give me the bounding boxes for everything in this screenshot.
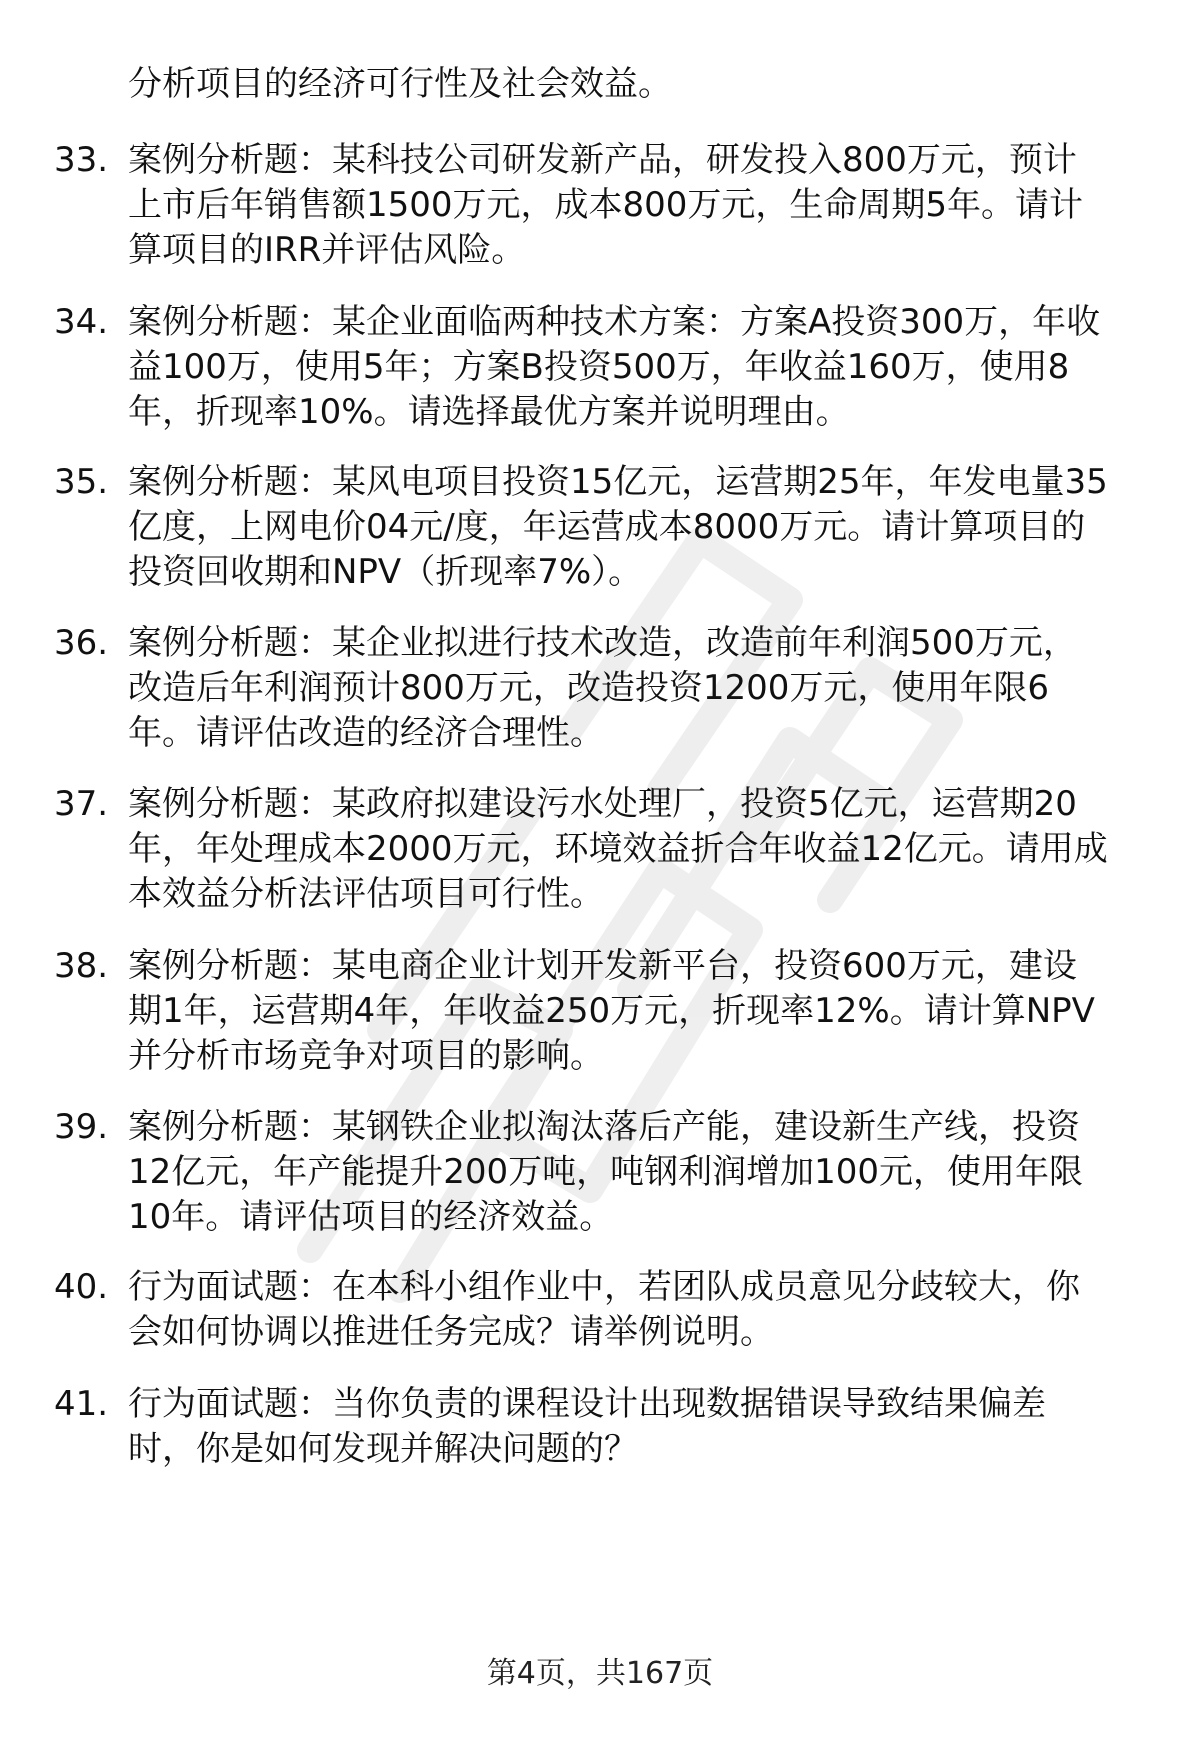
- question-text-line: 益100万，使用5年；方案B投资500万，年收益160万，使用8: [128, 347, 1070, 387]
- question-number: 33.: [54, 140, 109, 180]
- question-text-line: 案例分析题：某企业面临两种技术方案：方案A投资300万，年收: [128, 302, 1101, 342]
- page-footer: 第4页，共167页: [486, 1656, 714, 1691]
- question-number: 36.: [54, 623, 109, 663]
- question-number: 35.: [54, 462, 109, 502]
- question-text-line: 案例分析题：某钢铁企业拟淘汰落后产能，建设新生产线，投资: [128, 1107, 1080, 1147]
- question-text-line: 亿度，上网电价04元/度，年运营成本8000万元。请计算项目的: [128, 507, 1086, 547]
- question-text-line: 12亿元，年产能提升200万吨，吨钢利润增加100元，使用年限: [128, 1152, 1084, 1192]
- question-text-line: 年。请评估改造的经济合理性。: [128, 713, 604, 753]
- question-text-line: 10年。请评估项目的经济效益。: [128, 1197, 614, 1237]
- question-text-line: 年，年处理成本2000万元，环境效益折合年收益12亿元。请用成: [128, 829, 1108, 869]
- question-text-line: 案例分析题：某政府拟建设污水处理厂，投资5亿元，运营期20: [128, 784, 1077, 824]
- question-text-line: 期1年，运营期4年，年收益250万元，折现率12%。请计算NPV: [128, 991, 1095, 1031]
- question-text-line: 投资回收期和NPV（折现率7%）。: [128, 552, 643, 592]
- question-text-line: 算项目的IRR并评估风险。: [128, 230, 526, 270]
- question-text-line: 案例分析题：某风电项目投资15亿元，运营期25年，年发电量35: [128, 462, 1108, 502]
- question-text-line: 年，折现率10%。请选择最优方案并说明理由。: [128, 392, 850, 432]
- question-number: 40.: [54, 1267, 109, 1307]
- question-number: 39.: [54, 1107, 109, 1147]
- question-number: 41.: [54, 1384, 109, 1424]
- question-text-line: 行为面试题：在本科小组作业中，若团队成员意见分歧较大，你: [128, 1267, 1080, 1307]
- question-text-line: 上市后年销售额1500万元，成本800万元，生命周期5年。请计: [128, 185, 1084, 225]
- question-text-line: 本效益分析法评估项目可行性。: [128, 874, 604, 914]
- question-text-line: 改造后年利润预计800万元，改造投资1200万元，使用年限6: [128, 668, 1050, 708]
- question-text-line: 案例分析题：某电商企业计划开发新平台，投资600万元，建设: [128, 946, 1077, 986]
- question-number: 34.: [54, 302, 109, 342]
- continuation-text: 分析项目的经济可行性及社会效益。: [128, 64, 672, 104]
- question-text-line: 会如何协调以推进任务完成？请举例说明。: [128, 1312, 774, 1352]
- question-text-line: 时，你是如何发现并解决问题的？: [128, 1429, 638, 1469]
- question-text-line: 案例分析题：某企业拟进行技术改造，改造前年利润500万元，: [128, 623, 1077, 663]
- question-text-line: 并分析市场竞争对项目的影响。: [128, 1036, 604, 1076]
- question-text-line: 行为面试题：当你负责的课程设计出现数据错误导致结果偏差: [128, 1384, 1046, 1424]
- question-number: 38.: [54, 946, 109, 986]
- question-text-line: 案例分析题：某科技公司研发新产品，研发投入800万元，预计: [128, 140, 1077, 180]
- question-number: 37.: [54, 784, 109, 824]
